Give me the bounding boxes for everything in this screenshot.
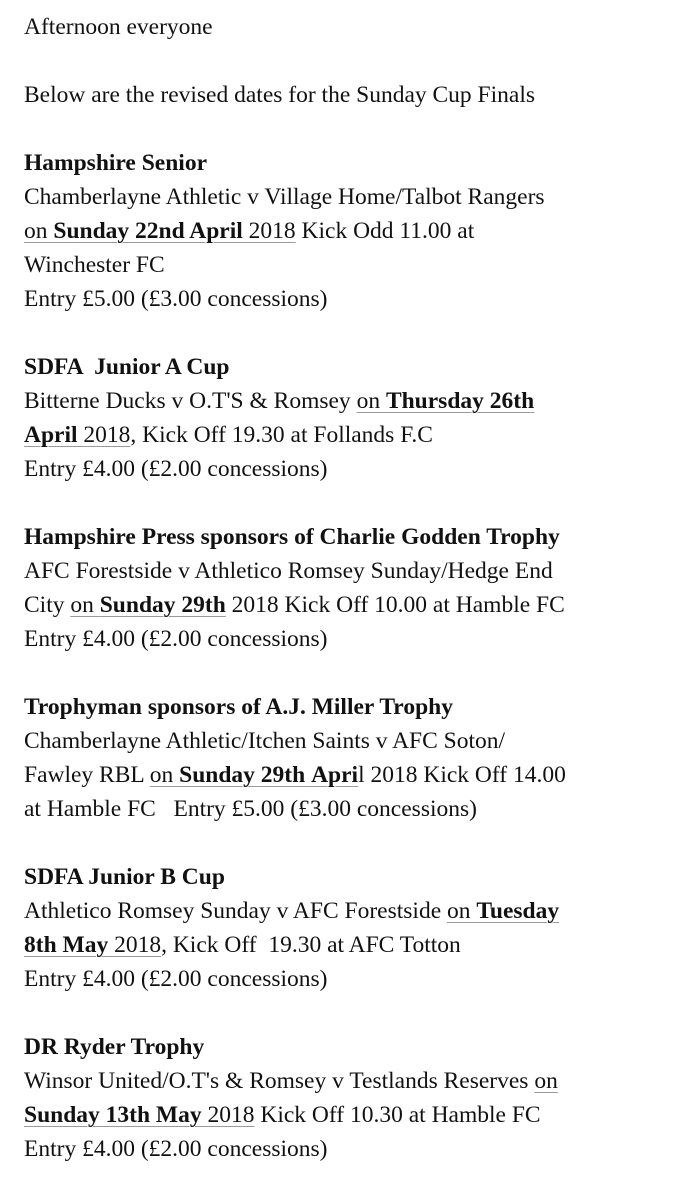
fixture-kickoff: 2018 Kick Off 10.00 at Hamble FC: [225, 592, 565, 618]
date-link[interactable]: [24, 422, 130, 448]
fixture-title: SDFA Junior B Cup: [24, 864, 225, 890]
fixture-kickoff: , Kick Off 19.30 at AFC Totton: [161, 932, 461, 958]
date-link[interactable]: [70, 592, 225, 618]
fixture-title: Trophyman sponsors of A.J. Miller Trophy: [24, 694, 453, 720]
fixture-sdfa-junior-a-cup: [24, 350, 693, 486]
fixture-entry: Entry £4.00 (£2.00 concessions): [24, 456, 328, 482]
fixture-aj-miller-trophy: [24, 690, 693, 826]
date-link-date: Sunday 13th May: [24, 1102, 202, 1128]
date-link-on: on: [149, 762, 180, 788]
fixture-entry: Entry £5.00 (£3.00 concessions): [24, 286, 328, 312]
fixture-title: DR Ryder Trophy: [24, 1034, 205, 1060]
fixture-date-line: [24, 928, 693, 962]
date-link-year: 2018: [242, 218, 296, 244]
date-link[interactable]: [24, 932, 161, 958]
date-link-date: Tuesday: [476, 898, 560, 924]
fixture-teams: Chamberlayne Athletic v Village Home/Talbot Rangers: [24, 184, 545, 210]
fixture-kickoff: Kick Odd 11.00 at: [295, 218, 475, 244]
fixture-date-line: [24, 214, 693, 248]
date-link-date: Sunday 22nd April: [53, 218, 243, 244]
fixture-teams-text: Winsor United/O.T's & Romsey v Testlands Reserves: [24, 1068, 535, 1094]
fixture-entry: Entry £4.00 (£2.00 concessions): [24, 626, 328, 652]
fixture-title: SDFA Junior A Cup: [24, 354, 230, 380]
fixture-teams: [24, 894, 693, 928]
date-link-on: on: [534, 1068, 558, 1094]
date-link[interactable]: [150, 762, 358, 788]
fixture-teams-text: Fawley RBL: [24, 762, 150, 788]
fixture-teams-text: Bitterne Ducks v O.T'S & Romsey: [24, 388, 357, 414]
fixture-title: Hampshire Press sponsors of Charlie Godden Trophy: [24, 524, 560, 550]
spacer: [24, 486, 693, 520]
fixture-teams-text: City: [24, 592, 71, 618]
spacer: [24, 656, 693, 690]
fixture-date-line: [24, 418, 693, 452]
fixture-kickoff: Kick Off 10.30 at Hamble FC: [254, 1102, 541, 1128]
date-link-date: Sunday 29th: [99, 592, 226, 618]
date-link-date: Thursday 26th: [385, 388, 535, 414]
date-link-on: on: [447, 898, 477, 924]
fixture-hampshire-senior: [24, 146, 693, 316]
fixture-kickoff: l 2018 Kick Off 14.00: [358, 762, 566, 788]
date-link-on: on: [70, 592, 100, 618]
fixture-sdfa-junior-b-cup: [24, 860, 693, 996]
spacer: [24, 826, 693, 860]
fixture-teams: AFC Forestside v Athletico Romsey Sunday/Hedge End: [24, 558, 553, 584]
date-link-on: on: [356, 388, 386, 414]
intro-text: Below are the revised dates for the Sunday Cup Finals: [24, 82, 536, 108]
fixture-venue: Winchester FC: [24, 252, 165, 278]
fixture-title: Hampshire Senior: [24, 150, 208, 176]
fixture-teams: [24, 384, 693, 418]
date-link-date: 8th May: [24, 932, 109, 958]
fixture-date-line: [24, 588, 693, 622]
spacer: [24, 44, 693, 78]
date-link[interactable]: [357, 388, 535, 414]
date-link-year: 2018: [108, 932, 162, 958]
date-link-date: April: [24, 422, 78, 448]
date-link[interactable]: [24, 218, 296, 244]
date-link-month: Apri: [311, 762, 359, 788]
spacer: [24, 996, 693, 1030]
fixture-venue-entry: at Hamble FC Entry £5.00 (£3.00 concessions): [24, 796, 477, 822]
date-link[interactable]: [447, 898, 559, 924]
fixture-teams: [24, 1064, 693, 1098]
spacer: [24, 112, 693, 146]
date-link-on: on: [24, 218, 54, 244]
fixture-charlie-godden-trophy: [24, 520, 693, 656]
fixture-entry: Entry £4.00 (£2.00 concessions): [24, 1136, 328, 1162]
fixture-dr-ryder-trophy: [24, 1030, 693, 1166]
date-link-date: Sunday 29th: [179, 762, 306, 788]
greeting: Afternoon everyone: [24, 14, 213, 40]
fixture-teams-text: Athletico Romsey Sunday v AFC Forestside: [24, 898, 447, 924]
fixture-entry: Entry £4.00 (£2.00 concessions): [24, 966, 328, 992]
date-link[interactable]: [24, 1102, 254, 1128]
fixture-kickoff: , Kick Off 19.30 at Follands F.C: [130, 422, 433, 448]
fixture-teams: Chamberlayne Athletic/Itchen Saints v AFC Soton/: [24, 728, 506, 754]
date-link[interactable]: [534, 1068, 558, 1094]
date-link-year: 2018: [201, 1102, 255, 1128]
date-link-year: 2018: [77, 422, 131, 448]
fixture-date-line: [24, 1098, 693, 1132]
spacer: [24, 316, 693, 350]
fixture-date-line: [24, 758, 693, 792]
